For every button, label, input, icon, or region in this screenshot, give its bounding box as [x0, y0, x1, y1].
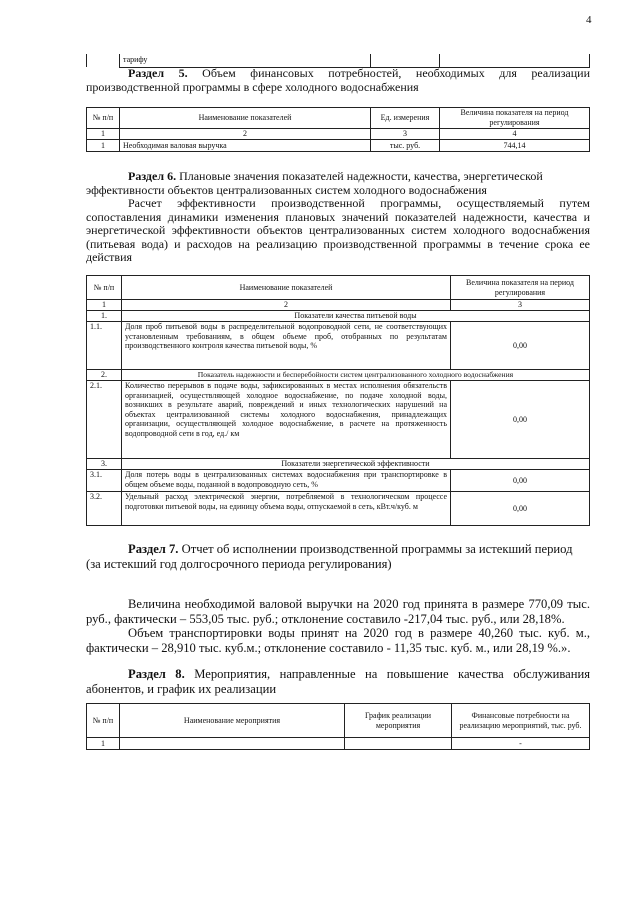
table-cell: 3	[451, 300, 590, 311]
group-title: Показатели энергетической эффективности	[122, 459, 590, 470]
table-cell: 2	[120, 129, 371, 140]
table-row	[87, 300, 590, 311]
group-number: 1.	[87, 311, 122, 322]
header-cell: Наименование показателей	[122, 276, 451, 300]
table-cell: 1	[87, 129, 120, 140]
table-cell	[345, 738, 452, 750]
indicator-value: 0,00	[451, 322, 590, 370]
table-cell: тарифу	[120, 54, 371, 67]
table-header-row	[87, 276, 590, 300]
indicator-text: Количество перерывов в подаче воды, зафиксированных в местах исполнения обязательств организацией, осуществляющей холодное водоснабжение, по подаче холодной воды, возникших в результате аварий, повреждений и иных технологических нарушений на объектах централизованной системы холодного водоснабжения, принадлежащих организации, осуществляющей холодное водоснабжение, в расчете на протяженность водопроводной сети в год, ед./ км	[122, 381, 451, 459]
section8-table	[86, 703, 590, 750]
section7-paragraph-revenue: Величина необходимой валовой выручки на 2020 год принята в размере 770,09 тыс. руб., фактически – 553,05 тыс. руб.; отклонение составило -217,04 тыс. руб., или 28,18%.	[86, 597, 590, 626]
table-cell: 4	[440, 129, 590, 140]
table-cell: 3	[371, 129, 440, 140]
group-row	[87, 370, 590, 381]
table-row	[87, 381, 590, 459]
row-number: 1.1.	[87, 322, 122, 370]
header-cell: № п/п	[87, 704, 120, 738]
section6-table	[86, 275, 590, 526]
section5-table	[86, 107, 590, 152]
table-cell: Необходимая валовая выручка	[120, 140, 371, 152]
table-row	[87, 470, 590, 492]
header-cell: График реализации мероприятия	[345, 704, 452, 738]
page-number: 4	[586, 14, 592, 26]
group-title: Показатель надежности и бесперебойности систем централизованного холодного водоснабжения	[122, 370, 590, 381]
indicator-value: 0,00	[451, 381, 590, 459]
table-row	[87, 322, 590, 370]
row-number: 2.1.	[87, 381, 122, 459]
table-cell: 1	[87, 738, 120, 750]
row-number: 3.2.	[87, 492, 122, 526]
section7-heading: Раздел 7. Отчет об исполнении производственной программы за истекший период (за истекший год долгосрочного периода регулирования)	[86, 542, 573, 571]
table-cell: 1	[87, 140, 120, 152]
table-row	[87, 140, 590, 152]
section5-heading: Раздел 5. Объем финансовых потребностей, необходимых для реализации производственной программы в сфере холодного водоснабжения	[86, 66, 591, 94]
group-number: 3.	[87, 459, 122, 470]
table-cell	[120, 738, 345, 750]
section7-paragraph-volume: Объем транспортировки воды принят на 2020 год в размере 40,260 тыс. куб. м., фактически – 28,910 тыс. куб.м.; отклонение составило - 11,35 тыс. куб. м., или 28,19 %.».	[86, 626, 590, 655]
group-row	[87, 459, 590, 470]
header-cell: Величина показателя на период регулирования	[451, 276, 590, 300]
header-cell: Наименование показателей	[120, 108, 371, 129]
indicator-text: Доля потерь воды в централизованных системах водоснабжения при транспортировке в общем объеме воды, поданной в водопроводную сеть, %	[122, 470, 451, 492]
table-cell: -	[452, 738, 590, 750]
table-row	[87, 492, 590, 526]
table-cell: тыс. руб.	[371, 140, 440, 152]
indicator-text: Доля проб питьевой воды в распределительной водопроводной сети, не соответствующих установленным требованиям, в общем объеме проб, отобранных по результатам производственного контроля качества питьевой воды, %	[122, 322, 451, 370]
table-header-row	[87, 704, 590, 738]
header-cell: Финансовые потребности на реализацию мероприятий, тыс. руб.	[452, 704, 590, 738]
group-row	[87, 311, 590, 322]
header-cell: Наименование мероприятия	[120, 704, 345, 738]
table-cell: 744,14	[440, 140, 590, 152]
table-cell: 1	[87, 300, 122, 311]
section6-paragraph: Расчет эффективности производственной программы, осуществляемый путем сопоставления динамики изменения плановых значений показателей надежности, качества и энергетической эффективности объектов централизованных систем холодного водоснабжения (питьевая вода) и расходов на реализацию производственной программы в течение срока ее действия	[86, 196, 590, 264]
table-header-row	[87, 108, 590, 129]
section6-heading: Раздел 6. Плановые значения показателей надежности, качества, энергетической эффективности объектов централизованных систем холодного водоснабжения	[86, 169, 543, 197]
row-number: 3.1.	[87, 470, 122, 492]
table-row	[87, 129, 590, 140]
header-cell: Величина показателя на период регулирования	[440, 108, 590, 129]
group-number: 2.	[87, 370, 122, 381]
indicator-value: 0,00	[451, 470, 590, 492]
header-cell: № п/п	[87, 276, 122, 300]
section8-heading: Раздел 8. Мероприятия, направленные на повышение качества обслуживания абонентов, и график их реализации	[86, 667, 590, 696]
indicator-value: 0,00	[451, 492, 590, 526]
header-cell: № п/п	[87, 108, 120, 129]
group-title: Показатели качества питьевой воды	[122, 311, 590, 322]
table-cell: 2	[122, 300, 451, 311]
indicator-text: Удельный расход электрической энергии, потребляемой в технологическом процессе подготовки питьевой воды, на единицу объема воды, отпускаемой в сеть, кВт.ч/куб. м	[122, 492, 451, 526]
header-cell: Ед. измерения	[371, 108, 440, 129]
table-row	[87, 738, 590, 750]
